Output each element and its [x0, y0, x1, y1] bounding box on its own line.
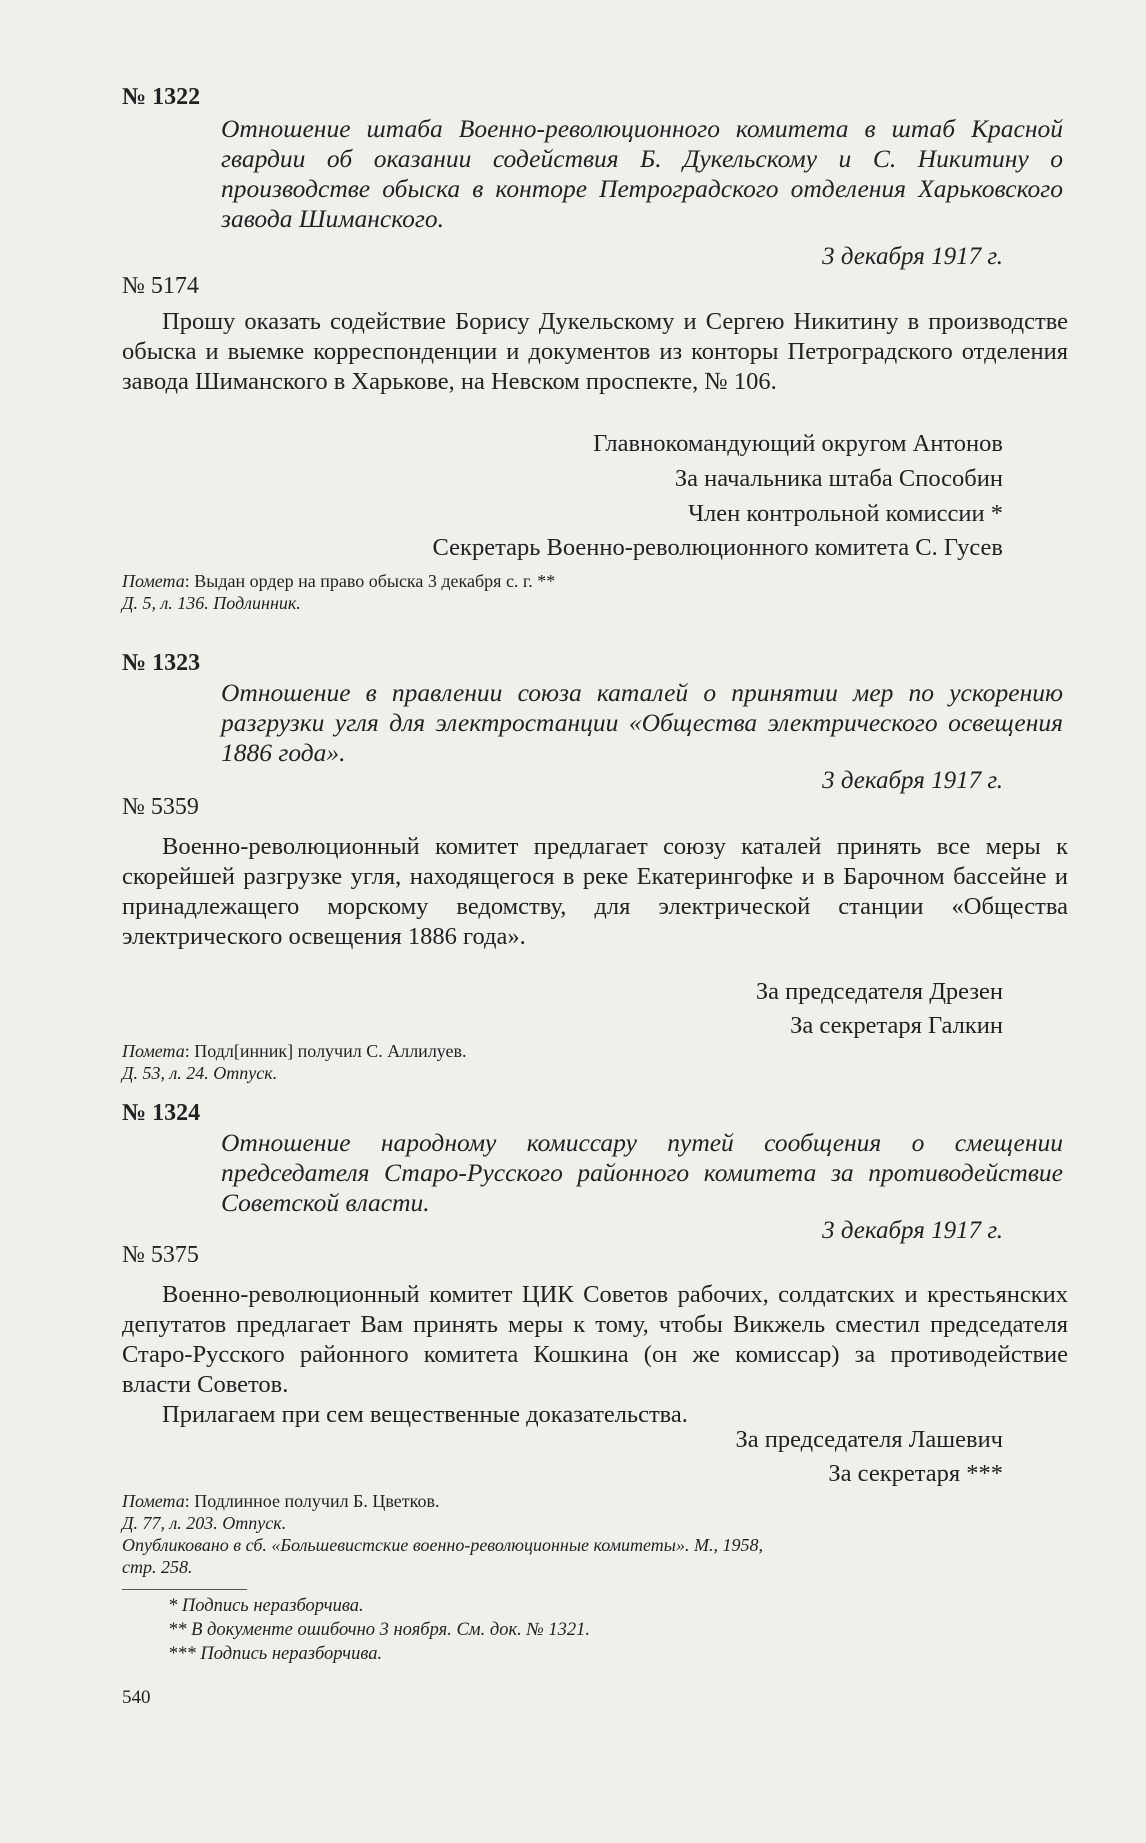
doc-number: № 1322 [122, 84, 201, 110]
note-text: : Подлинное получил Б. Цветков. [184, 1491, 440, 1511]
publication-page: стр. 258. [122, 1557, 193, 1577]
signature-line: За председателя Лашевич [735, 1426, 1003, 1453]
signature-line: За начальника штаба Способин [674, 465, 1003, 492]
signature-line: За председателя Дрезен [755, 978, 1003, 1005]
signature-line: Главнокомандующий округом Антонов [593, 430, 1003, 457]
body-paragraph: Прилагаем при сем вещественные доказательства. [162, 1401, 688, 1428]
doc-number: № 1324 [122, 1100, 201, 1126]
doc-body [122, 832, 1068, 952]
body-paragraph: Военно-революционный комитет предлагает союзу каталей принять все меры к скорейшей разгрузке угля, находящегося в реке Екатерингофке и в Барочном бассейне и принадлежащего морскому ведомству, для электрической станции «Общества электрического освещения 1886 года». [122, 833, 1068, 950]
note-text: : Подл[инник] получил С. Аллилуев. [184, 1041, 467, 1061]
footnote: * Подпись неразборчива. [168, 1596, 364, 1616]
body-paragraph: Военно-революционный комитет ЦИК Советов рабочих, солдатских и крестьянских депутатов предлагает Вам принять меры к тому, чтобы Викжель сместил председателя Старо-Русского районного комитета Кошкина (он же комиссар) за противодействие власти Советов. [122, 1281, 1068, 1398]
signature-line: Член контрольной комиссии * [688, 500, 1003, 527]
doc-heading: Отношение народному комиссару путей сообщения о смещении председателя Старо-Русского районного комитета за противодействие Советской власти. [221, 1128, 1063, 1217]
doc-reference: № 5359 [122, 794, 199, 820]
note-mark [122, 1040, 467, 1062]
doc-date: 3 декабря 1917 г. [822, 243, 1003, 270]
note-label: Помета [122, 571, 185, 591]
archive-ref: Д. 53, л. 24. Отпуск. [122, 1063, 278, 1083]
doc-date: 3 декабря 1917 г. [822, 767, 1003, 794]
note-label: Помета [122, 1491, 185, 1511]
doc-heading: Отношение в правлении союза каталей о принятии мер по ускорению разгрузки угля для электростанции «Общества электрического освещения 1886 года». [221, 678, 1063, 767]
doc-date: 3 декабря 1917 г. [822, 1217, 1003, 1244]
footnote: ** В документе ошибочно 3 ноября. См. док. № 1321. [168, 1620, 591, 1640]
doc-body [122, 1280, 1068, 1430]
doc-heading: Отношение штаба Военно-революционного комитета в штаб Красной гвардии об оказании содействия Б. Дукельскому и С. Никитину о производстве обыска в конторе Петроградского отделения Харьковского завода Шиманского. [221, 114, 1063, 233]
signature-line: За секретаря Галкин [790, 1012, 1003, 1039]
signature-line: За секретаря *** [828, 1460, 1003, 1487]
doc-body [122, 307, 1068, 397]
note-label: Помета [122, 1041, 185, 1061]
doc-number: № 1323 [122, 650, 201, 676]
footnote: *** Подпись неразборчива. [168, 1644, 383, 1664]
note-mark [122, 1490, 439, 1512]
footnote-divider [122, 1589, 247, 1590]
signature-line: Секретарь Военно-революционного комитета С. Гусев [432, 534, 1003, 561]
publication-ref: Опубликовано в сб. «Большевистские военно-революционные комитеты». М., 1958, [122, 1535, 763, 1555]
archive-ref: Д. 5, л. 136. Подлинник. [122, 593, 301, 613]
doc-reference: № 5375 [122, 1242, 199, 1268]
note-text: : Выдан ордер на право обыска 3 декабря с. г. ** [184, 571, 556, 591]
page-number: 540 [122, 1687, 151, 1708]
body-paragraph: Прошу оказать содействие Борису Дукельскому и Сергею Никитину в производстве обыска и выемке корреспонденции и документов из конторы Петроградского отделения завода Шиманского в Харькове, на Невском проспекте, № 106. [122, 308, 1068, 395]
doc-reference: № 5174 [122, 273, 199, 299]
archive-ref: Д. 77, л. 203. Отпуск. [122, 1513, 287, 1533]
note-mark [122, 570, 555, 592]
